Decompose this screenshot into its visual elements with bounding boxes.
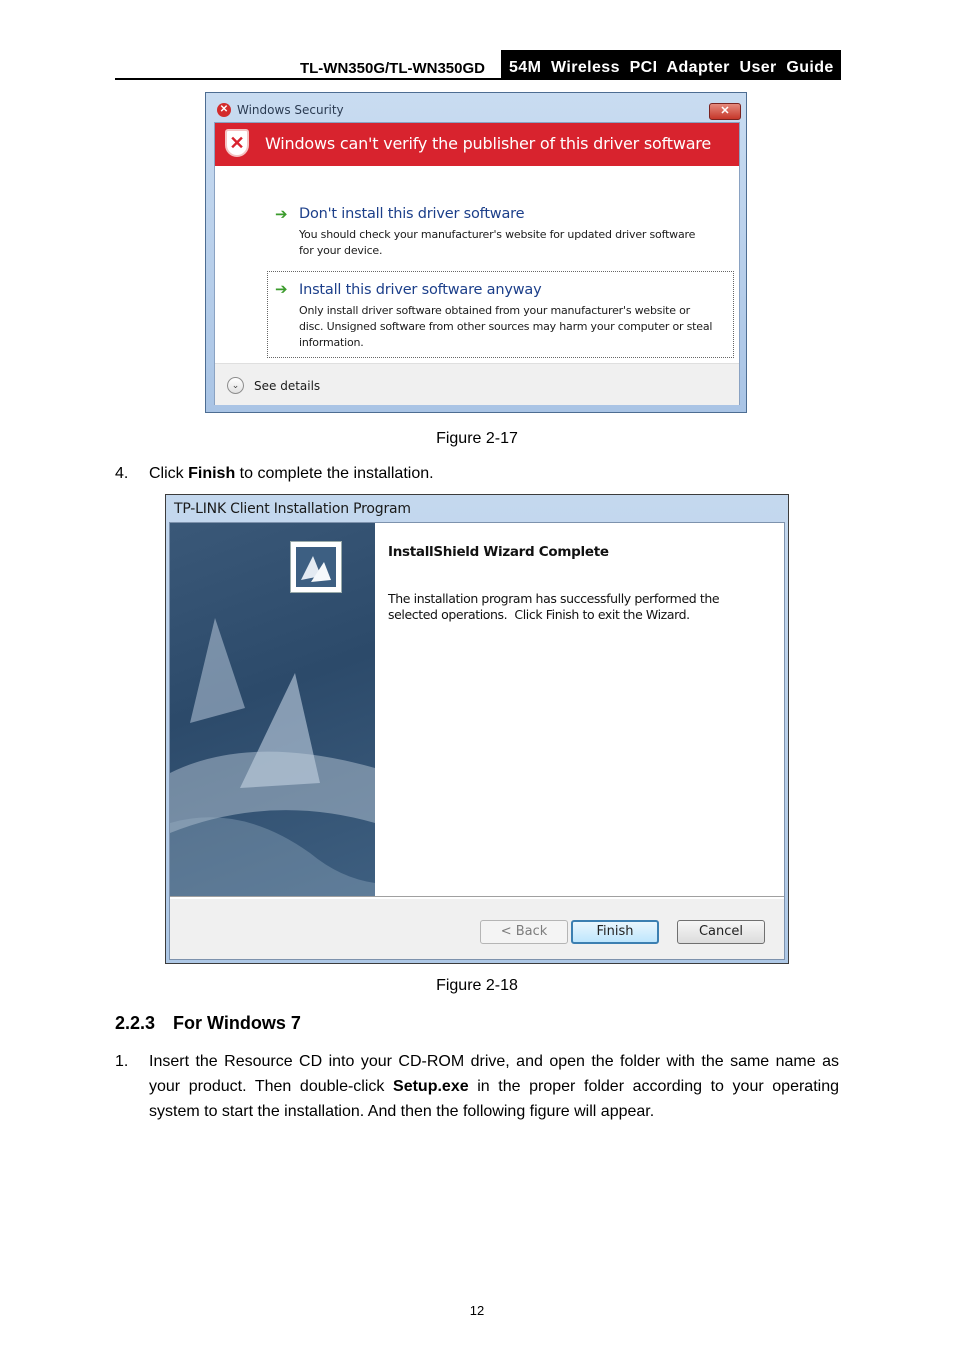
step-text [149,461,434,486]
desc-line: information. [299,336,364,349]
page-number: 12 [469,1303,485,1318]
step-text-part: to complete the installation. [235,465,434,482]
warning-banner [215,123,739,166]
header-rule [115,78,841,80]
wizard-side-image [170,523,375,896]
dialog-body [169,522,785,960]
step-text-part: Click [149,465,189,482]
figure-caption: Figure 2-17 [436,430,518,447]
step-line: Insert the Resource CD into your CD-ROM drive, and open the folder with the same name as [149,1053,839,1070]
step-number: 1. [115,1053,129,1070]
installshield-dialog [165,494,789,964]
wizard-content-panel [375,523,784,896]
step-line [149,1074,839,1099]
step-number: 4. [115,465,129,482]
step-line: system to start the installation. And then the following figure will appear. [149,1103,655,1120]
section-title: For Windows 7 [173,1013,301,1033]
desc-line: Only install driver software obtained from your manufacturer's website or [299,304,691,317]
back-button[interactable]: < Back [480,920,568,944]
wizard-heading: InstallShield Wizard Complete [388,544,609,560]
finish-button[interactable]: Finish [571,920,659,944]
close-button[interactable]: ✕ [709,103,741,120]
section-number: 2.2.3 [115,1013,156,1033]
desc-line: You should check your manufacturer's website for updated driver software [299,228,696,241]
wizard-message [388,591,748,623]
step-text-bold: Setup.exe [393,1078,469,1095]
header-model: TL-WN350G/TL-WN350GD [299,60,485,77]
desc-line: disc. Unsigned software from other sources may harm your computer or steal [299,320,713,333]
sail-graphic [170,523,375,896]
installer-logo-icon [290,541,342,593]
step-text-part: in the proper folder according to your operating [468,1078,839,1095]
message-line: The installation program has successfully performed the [388,591,720,606]
figure-caption: Figure 2-18 [436,977,518,994]
security-error-icon: ✕ [217,103,231,117]
shield-error-icon: ✕ [225,129,249,157]
button-separator [170,896,784,899]
option-description [299,227,695,259]
header-guide-title: 54M Wireless PCI Adapter User Guide [509,59,834,76]
dialog-footer [215,363,739,405]
warning-headline: Windows can't verify the publisher of this driver software [265,134,711,153]
option-dont-install[interactable] [275,205,735,265]
green-arrow-icon: ➔ [275,280,288,298]
dialog-body [214,122,740,405]
see-details-link[interactable]: See details [254,379,321,393]
cancel-button[interactable]: Cancel [677,920,765,944]
option-title: Don't install this driver software [299,206,525,222]
message-line: selected operations. Click Finish to exit the Wizard. [388,607,690,622]
desc-line: for your device. [299,244,383,257]
dialog-title: Windows Security [237,103,344,117]
option-description [299,303,712,351]
step-text-bold: Finish [188,465,236,482]
option-install-anyway[interactable] [267,271,734,358]
step-text-part: your product. Then double-click [149,1078,394,1095]
step-text [149,1049,839,1124]
green-arrow-icon: ➔ [275,205,288,223]
windows-security-dialog [205,92,747,413]
dialog-title: TP-LINK Client Installation Program [174,501,411,517]
chevron-down-icon[interactable]: ⌄ [227,377,244,394]
option-title: Install this driver software anyway [299,282,542,298]
